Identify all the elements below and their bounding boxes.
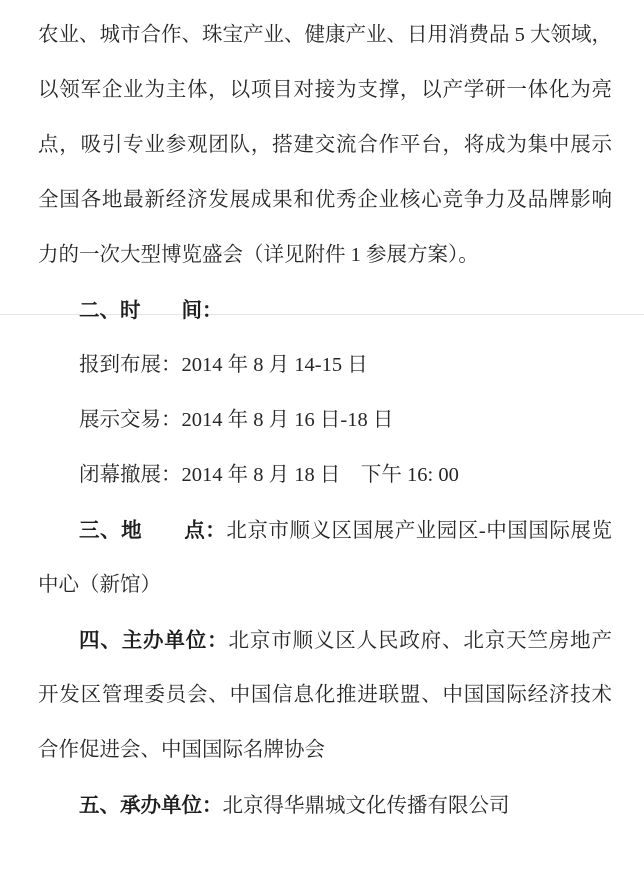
text-segment: 点，吸引专业参观团队，搭建交流合作平台，将成为集中展示 (38, 134, 612, 156)
text-line (38, 118, 612, 173)
section-heading: 五、承办单位： (79, 794, 223, 817)
text-line (38, 338, 612, 393)
text-line (38, 723, 612, 778)
text-line (38, 558, 612, 613)
text-segment: 报到布展：2014 年 8 月 14-15 日 (79, 354, 368, 376)
text-line (38, 668, 612, 723)
text-segment: 农业、城市合作、珠宝产业、健康产业、日用消费品 5 大领域， (38, 24, 612, 46)
text-line (38, 173, 612, 228)
text-line (38, 283, 612, 338)
text-segment: 展示交易：2014 年 8 月 16 日-18 日 (79, 409, 394, 431)
text-line (38, 228, 612, 283)
text-segment: 中心（新馆） (38, 574, 161, 596)
text-segment: 全国各地最新经济发展成果和优秀企业核心竞争力及品牌影响 (38, 189, 612, 211)
text-segment: 北京市顺义区国展产业园区-中国国际展览 (226, 520, 612, 542)
section-heading: 四、主办单位： (79, 629, 229, 652)
text-line (38, 393, 612, 448)
text-segment: 开发区管理委员会、中国信息化推进联盟、中国国际经济技术 (38, 684, 612, 706)
text-line (38, 448, 612, 503)
text-segment: 北京市顺义区人民政府、北京天竺房地产 (228, 630, 613, 652)
text-segment: 闭幕撤展：2014 年 8 月 18 日 下午 16: 00 (79, 464, 459, 486)
text-line (38, 613, 612, 668)
section-heading: 二、时 间： (79, 299, 223, 322)
text-segment: 以领军企业为主体，以项目对接为支撑，以产学研一体化为亮 (38, 79, 612, 101)
text-line (38, 503, 612, 558)
text-segment: 合作促进会、中国国际名牌协会 (38, 739, 325, 761)
text-line (38, 778, 612, 833)
text-line (38, 63, 612, 118)
section-heading: 三、地 点： (79, 519, 227, 542)
text-line (38, 8, 612, 63)
text-segment: 力的一次大型博览盛会（详见附件 1 参展方案）。 (38, 244, 479, 266)
text-segment: 北京得华鼎城文化传播有限公司 (222, 795, 510, 817)
